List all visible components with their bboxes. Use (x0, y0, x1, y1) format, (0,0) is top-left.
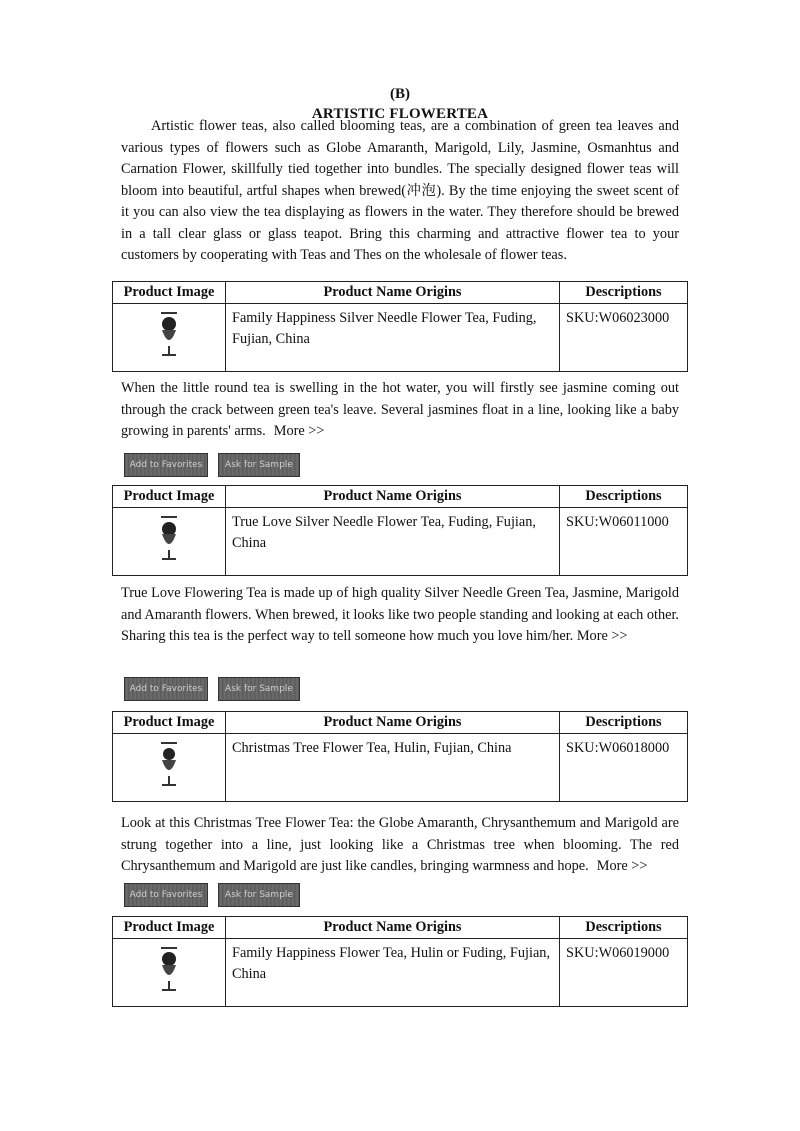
ask-for-sample-button[interactable]: Ask for Sample (218, 453, 300, 477)
flower-tea-glass-icon (157, 943, 181, 995)
product-table-3 (112, 711, 688, 802)
description-text: True Love Flowering Tea is made up of high quality Silver Needle Green Tea, Jasmine, Marigold and Amaranth flowers. When brewed, it looks like two people standing and looking at each other. Sharing this tea is the perfect way to tell someone how much you love him/her. (121, 585, 679, 644)
product-name-cell: Family Happiness Flower Tea, Hulin or Fuding, Fujian, China (226, 939, 560, 1007)
product-image-cell (113, 734, 226, 802)
header-descriptions: Descriptions (560, 282, 688, 304)
product-image-cell (113, 508, 226, 576)
header-product-name: Product Name Origins (226, 486, 560, 508)
flower-tea-glass-icon (157, 738, 181, 790)
flower-tea-glass-icon (157, 512, 181, 564)
ask-for-sample-button[interactable]: Ask for Sample (218, 677, 300, 701)
more-link[interactable]: More >> (576, 628, 628, 644)
product-name-cell: Christmas Tree Flower Tea, Hulin, Fujian, China (226, 734, 560, 802)
product-description-1 (121, 378, 679, 443)
product-sku-cell: SKU:W06011000 (560, 508, 688, 576)
header-descriptions: Descriptions (560, 712, 688, 734)
header-descriptions: Descriptions (560, 486, 688, 508)
header-product-image: Product Image (113, 282, 226, 304)
product-table-2 (112, 485, 688, 576)
more-link[interactable]: More >> (273, 423, 325, 439)
header-descriptions: Descriptions (560, 917, 688, 939)
action-buttons-2 (124, 677, 300, 699)
description-text: Look at this Christmas Tree Flower Tea: the Globe Amaranth, Chrysanthemum and Marigold are strung together into a line, just looking like a Christmas tree when blooming. The red Chrysanthemum and Marigold are just like candles, bringing warmness and hope. (121, 815, 679, 874)
ask-for-sample-button[interactable]: Ask for Sample (218, 883, 300, 907)
product-name-cell: True Love Silver Needle Flower Tea, Fuding, Fujian, China (226, 508, 560, 576)
header-product-image: Product Image (113, 917, 226, 939)
header-product-name: Product Name Origins (226, 917, 560, 939)
intro-text: Artistic flower teas, also called blooming teas, are a combination of green tea leaves and various types of flowers such as Globe Amaranth, Marigold, Lily, Jasmine, Osmanhtus and Carnation Flower, skillfully tied together into bundles. The specially designed flower teas will bloom into beautiful, artful shapes when brewed(冲泡). By the time enjoying the sweet scent of it you can also view the tea displaying as flowers in the water. They therefore should be brewed in a tall clear glass or glass teapot. Bring this charming and attractive flower tea to your customers by cooperating with Teas and Thes on the wholesale of flower teas. (121, 118, 679, 263)
product-sku-cell: SKU:W06018000 (560, 734, 688, 802)
page-title: ARTISTIC FLOWERTEA (311, 106, 489, 122)
add-to-favorites-button[interactable]: Add to Favorites (124, 677, 208, 701)
description-text: When the little round tea is swelling in the hot water, you will firstly see jasmine coming out through the crack between green tea's leave. Several jasmines float in a line, looking like a baby growing in parents' arms. (121, 380, 679, 439)
flower-tea-glass-icon (157, 308, 181, 360)
product-sku-cell: SKU:W06019000 (560, 939, 688, 1007)
add-to-favorites-button[interactable]: Add to Favorites (124, 453, 208, 477)
product-table-1 (112, 281, 688, 372)
product-sku-cell: SKU:W06023000 (560, 304, 688, 372)
product-description-2 (121, 583, 679, 648)
header-product-name: Product Name Origins (226, 282, 560, 304)
add-to-favorites-button[interactable]: Add to Favorites (124, 883, 208, 907)
header-product-name: Product Name Origins (226, 712, 560, 734)
action-buttons-1 (124, 453, 300, 475)
product-name-cell: Family Happiness Silver Needle Flower Tea, Fuding, Fujian, China (226, 304, 560, 372)
product-image-cell (113, 939, 226, 1007)
product-image-cell (113, 304, 226, 372)
section-label: (B) (390, 86, 410, 102)
header-product-image: Product Image (113, 712, 226, 734)
product-description-3 (121, 813, 679, 878)
more-link[interactable]: More >> (596, 858, 648, 874)
header-product-image: Product Image (113, 486, 226, 508)
action-buttons-3 (124, 883, 300, 905)
product-table-4 (112, 916, 688, 1007)
intro-paragraph (121, 116, 679, 267)
